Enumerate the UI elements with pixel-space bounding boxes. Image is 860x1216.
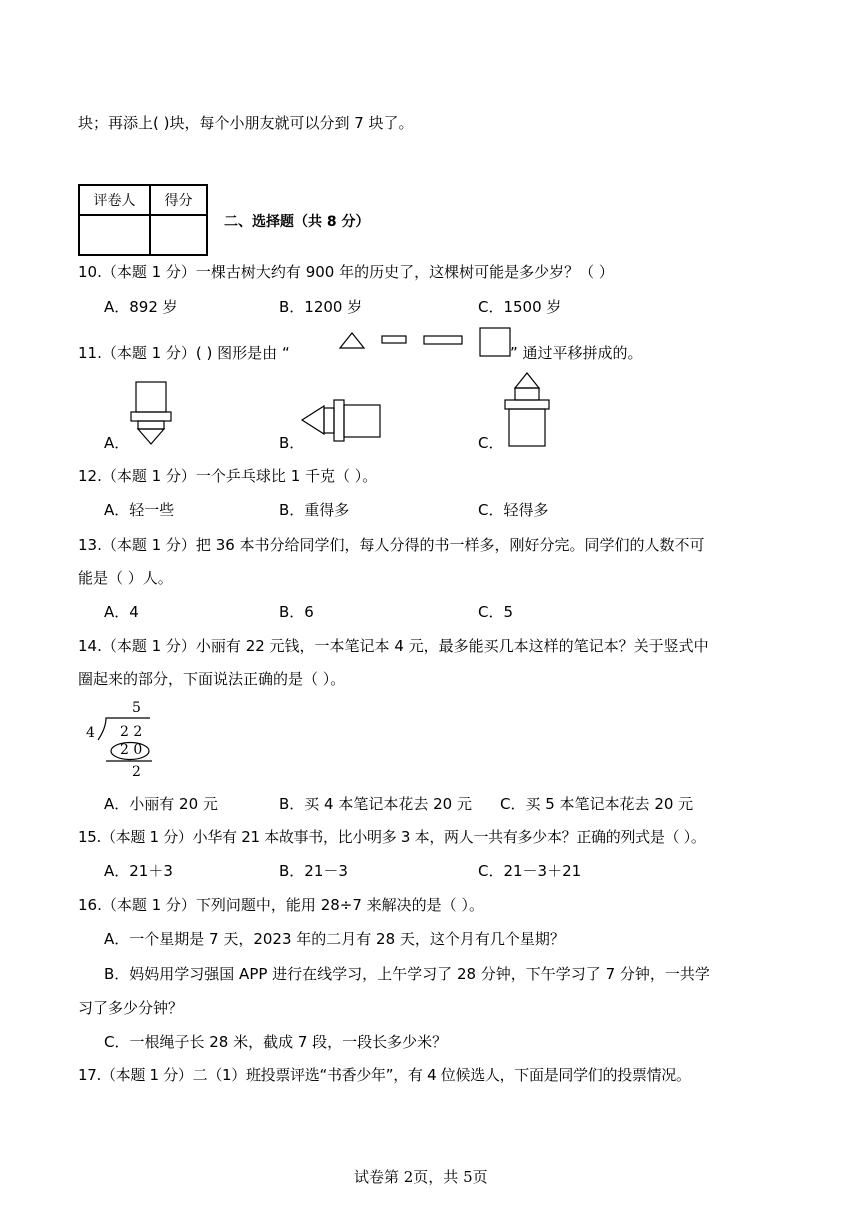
section-title: 二、选择题（共 8 分） <box>224 214 370 230</box>
division-quotient: 5 <box>132 700 141 716</box>
question-13-stem-line-1: 13.（本题 1 分）把 36 本书分给同学们，每人分得的书一样多，刚好分完。同学们的人数不可 <box>78 536 705 554</box>
question-14-stem-line-2: 圈起来的部分，下面说法正确的是（ ）。 <box>78 670 346 688</box>
question-10-option-a[interactable]: A．892 岁 <box>104 298 178 316</box>
translation-pieces-figure <box>336 326 516 358</box>
option-a-figure <box>128 380 176 450</box>
question-16-stem: 16.（本题 1 分）下列问题中，能用 28÷7 来解决的是（ ）。 <box>78 896 484 914</box>
question-12-stem: 12.（本题 1 分）一个乒乓球比 1 千克（ ）。 <box>78 467 378 485</box>
question-14-option-c[interactable]: C．买 5 本笔记本花去 20 元 <box>500 795 694 813</box>
question-14-option-a[interactable]: A．小丽有 20 元 <box>104 795 218 813</box>
square-piece <box>480 328 510 356</box>
question-11-option-b[interactable]: B． <box>279 434 305 452</box>
question-10-option-c[interactable]: C．1500 岁 <box>478 298 562 316</box>
question-12-option-b[interactable]: B．重得多 <box>279 501 350 519</box>
question-13-option-b[interactable]: B．6 <box>279 603 314 621</box>
page-footer: 试卷第 2页，共 5页 <box>354 1168 488 1186</box>
question-11-option-a[interactable]: A． <box>104 434 130 452</box>
option-c-figure <box>500 370 554 450</box>
question-13-stem-line-2: 能是（ ）人。 <box>78 569 173 587</box>
question-12-option-c[interactable]: C．轻得多 <box>478 501 549 519</box>
division-divisor: 4 <box>86 725 95 741</box>
question-16-option-c[interactable]: C．一根绳子长 28 米，截成 7 段，一段长多少米？ <box>104 1033 448 1051</box>
question-16-option-a[interactable]: A．一个星期是 7 天，2023 年的二月有 28 天，这个月有几个星期？ <box>104 930 565 948</box>
division-dividend: 2 2 <box>120 724 143 740</box>
question-14-stem-line-1: 14.（本题 1 分）小丽有 22 元钱，一本笔记本 4 元，最多能买几本这样的笔记本？关于竖式中 <box>78 637 709 655</box>
question-15-option-b[interactable]: B．21－3 <box>279 862 348 880</box>
question-11-stem-end: ” 通过平移拼成的。 <box>510 344 643 362</box>
triangle-piece <box>340 333 364 348</box>
division-product: 2 0 <box>120 742 143 758</box>
score-table-score-cell <box>150 215 207 255</box>
question-16-option-b-line-1[interactable]: B．妈妈用学习强国 APP 进行在线学习，上午学习了 28 分钟，下午学习了 7 分钟，一共学 <box>104 965 710 983</box>
question-12-option-a[interactable]: A．轻一些 <box>104 501 175 519</box>
previous-question-tail: 块；再添上( )块，每个小朋友就可以分到 7 块了。 <box>78 114 414 132</box>
question-15-stem: 15.（本题 1 分）小华有 21 本故事书，比小明多 3 本，两人一共有多少本？正确的列式是（ ）。 <box>78 828 706 846</box>
division-remainder: 2 <box>132 764 141 780</box>
question-11-option-c[interactable]: C． <box>478 434 504 452</box>
score-table-reviewer-header: 评卷人 <box>79 185 150 215</box>
question-17-stem: 17.（本题 1 分）二（1）班投票评选“书香少年”，有 4 位候选人，下面是同学们的投票情况。 <box>78 1066 691 1084</box>
question-11-stem-start: 11.（本题 1 分）( ) 图形是由 “ <box>78 344 290 362</box>
question-13-option-a[interactable]: A．4 <box>104 603 139 621</box>
question-16-option-b-line-2[interactable]: 习了多少分钟？ <box>78 999 184 1017</box>
long-rectangle-piece <box>424 336 462 344</box>
score-table-score-header: 得分 <box>150 185 207 215</box>
question-15-option-c[interactable]: C．21－3＋21 <box>478 862 582 880</box>
question-10-stem: 10.（本题 1 分）一棵古树大约有 900 年的历史了，这棵树可能是多少岁？（ ） <box>78 263 614 281</box>
division-subtraction-line <box>106 759 154 763</box>
score-table-reviewer-cell <box>79 215 150 255</box>
question-13-option-c[interactable]: C．5 <box>478 603 514 621</box>
option-b-figure <box>300 398 384 444</box>
small-rectangle-piece <box>382 336 406 343</box>
score-table <box>78 184 208 256</box>
question-10-option-b[interactable]: B．1200 岁 <box>279 298 363 316</box>
question-14-option-b[interactable]: B．买 4 本笔记本花去 20 元 <box>279 795 472 813</box>
question-15-option-a[interactable]: A．21＋3 <box>104 862 173 880</box>
